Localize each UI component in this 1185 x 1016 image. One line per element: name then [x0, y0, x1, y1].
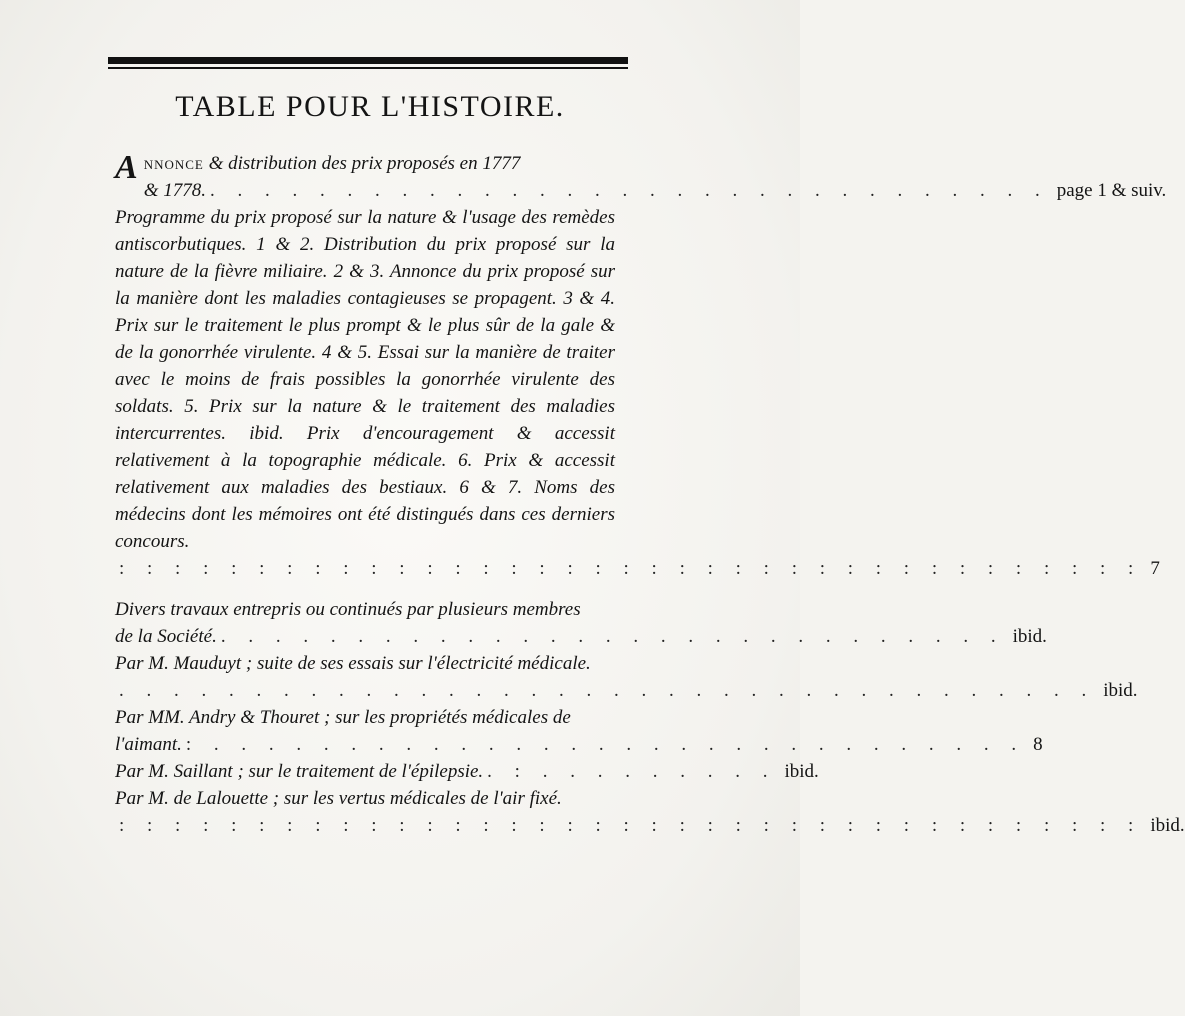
top-rule-thin	[108, 67, 628, 69]
dot-leader: : : : : : : : : : : : : : : : : : : : : : : : : : : : : : : : : : : : : :	[119, 558, 1143, 579]
dot-leader: . . . . . . . . . . . . . . . . . . . . . . . . . . . . . . .	[209, 180, 1049, 201]
toc-entry-annonce	[115, 149, 615, 186]
entry-text: & distribution des prix proposés en 1777	[203, 153, 521, 174]
dot-leader: : . . . . . . . . . . . . . . . . . . . . . . . . . . . . . .	[185, 734, 1026, 755]
top-rule-thick	[108, 57, 628, 64]
entry-text: Par M. Mauduyt ; suite de ses essais sur l'électricité médicale.	[115, 653, 591, 674]
toc-entry-programme	[115, 204, 615, 555]
entry-text: Par MM. Andry & Thouret ; sur les propriétés médicales de	[115, 707, 571, 728]
toc-entry-mauduyt	[115, 650, 615, 677]
toc-entry-andry-thouret	[115, 704, 615, 731]
leader-text: l'aimant.	[115, 734, 182, 755]
dot-leader: : : : : : : : : : : : : : : : : : : : : : : : : : : : : : : : : : : : : :	[119, 815, 1143, 836]
page-ref: 7	[1150, 558, 1160, 579]
entry-smallcaps: nnonce	[143, 153, 204, 174]
toc-leader-mauduyt	[115, 677, 1138, 704]
page-ref: page 1 & suiv.	[1056, 180, 1167, 201]
toc-leader-programme	[115, 555, 1160, 582]
toc-leader-annonce	[143, 177, 1167, 204]
entry-text: Programme du prix proposé sur la nature & l'usage des remèdes antiscorbutiques. 1 & 2. Distribution du prix proposé sur la nature de la fièvre miliaire. 2 & 3. Annonce du prix proposé sur la manière dont les maladies contagieuses se propagent. 3 & 4. Prix sur le traitement le plus prompt & le plus sûr de la gale & de la gonorrhée virulente. 4 & 5. Essai sur la manière de traiter avec le moins de frais possibles la gonorrhée virulente des soldats. 5. Prix sur la nature & le traitement des maladies intercurrentes. ibid. Prix d'encouragement & accessit relativement à la topographie médicale. 6. Prix & accessit relativement aux maladies des bestiaux. 6 & 7. Noms des médecins dont les mémoires ont été distingués dans ces derniers concours.	[115, 207, 615, 552]
leader-text: & 1778.	[143, 180, 206, 201]
page-ref: ibid.	[1012, 626, 1047, 647]
entry-text: Par M. de Lalouette ; sur les vertus médicales de l'air fixé.	[115, 788, 562, 809]
leader-text: Par M. Saillant ; sur le traitement de l'épilepsie.	[115, 761, 484, 782]
table-of-contents	[115, 149, 1185, 839]
dot-leader: . . . . . . . . . . . . . . . . . . . . . . . . . . . . . . . . . . . .	[119, 680, 1096, 701]
page-ref: ibid.	[1150, 815, 1185, 836]
toc-leader-andry-thouret	[115, 731, 1043, 758]
drop-cap: A	[115, 149, 138, 186]
entry-text: Divers travaux entrepris ou continués par plusieurs membres	[115, 599, 581, 620]
page-ref: ibid.	[1103, 680, 1138, 701]
dot-leader: . : . . . . . . . . .	[487, 761, 777, 782]
toc-leader-saillant	[115, 758, 819, 785]
toc-leader-divers	[115, 623, 1047, 650]
page-ref: 8	[1033, 734, 1043, 755]
toc-entry-divers	[115, 596, 615, 623]
leader-text: de la Société.	[115, 626, 217, 647]
dot-leader: . . . . . . . . . . . . . . . . . . . . . . . . . . . . .	[220, 626, 1005, 647]
page-ref: ibid.	[784, 761, 819, 782]
toc-entry-lalouette	[115, 785, 615, 812]
page-title: TABLE POUR L'HISTOIRE.	[175, 90, 565, 123]
toc-leader-lalouette	[115, 812, 1185, 839]
